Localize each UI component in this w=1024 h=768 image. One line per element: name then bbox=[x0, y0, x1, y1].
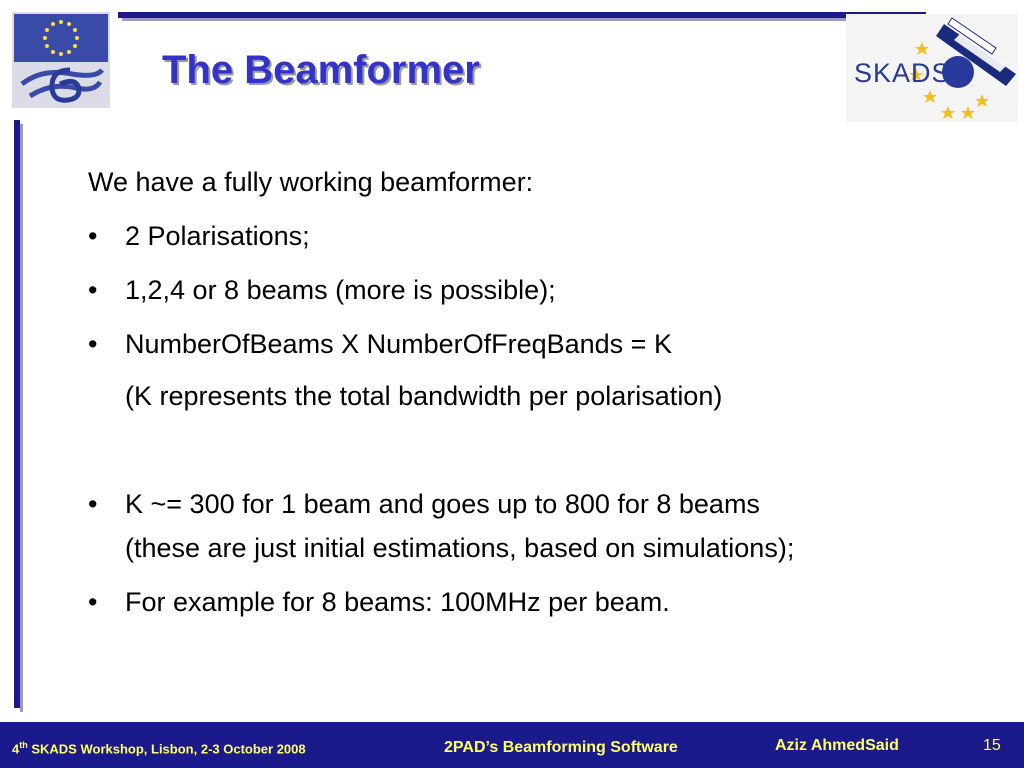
workshop-text: SKADS Workshop, Lisbon, 2-3 October 2008 bbox=[27, 741, 306, 757]
intro-text: We have a fully working beamformer: bbox=[88, 167, 534, 197]
bullet-icon: • bbox=[88, 489, 98, 519]
page-number: 15 bbox=[983, 737, 1001, 754]
list-item-text: K ~= 300 for 1 beam and goes up to 800 for 8 beams bbox=[125, 489, 760, 519]
bullet-icon: • bbox=[88, 329, 98, 359]
footer-bar bbox=[0, 722, 1024, 768]
left-rule-shadow bbox=[20, 124, 23, 712]
eu-fp6-logo bbox=[12, 12, 110, 108]
slide-title: The Beamformer bbox=[162, 48, 480, 92]
list-item-text: 2 Polarisations; bbox=[125, 221, 310, 251]
skads-logo-text: SKADS bbox=[854, 58, 951, 88]
footer-author: Aziz AhmedSaid bbox=[775, 737, 899, 754]
skads-logo bbox=[846, 14, 1018, 122]
bullet-icon: • bbox=[88, 587, 98, 617]
bullet-icon: • bbox=[88, 275, 98, 305]
list-item-text: NumberOfBeams X NumberOfFreqBands = K bbox=[125, 329, 672, 359]
top-rule-shadow bbox=[122, 18, 930, 21]
footer-workshop bbox=[12, 740, 306, 756]
left-rule bbox=[14, 120, 20, 708]
list-item-text: For example for 8 beams: 100MHz per beam. bbox=[125, 587, 670, 617]
list-item-continuation: (these are just initial estimations, based on simulations); bbox=[125, 533, 795, 563]
list-item-note: (K represents the total bandwidth per polarisation) bbox=[125, 381, 723, 411]
bullet-icon: • bbox=[88, 221, 98, 251]
workshop-number: 4 bbox=[12, 741, 20, 757]
workshop-ordinal: th bbox=[19, 740, 28, 750]
list-item-text: 1,2,4 or 8 beams (more is possible); bbox=[125, 275, 556, 305]
footer-presentation-title: 2PAD’s Beamforming Software bbox=[444, 739, 678, 756]
top-rule bbox=[118, 12, 926, 18]
